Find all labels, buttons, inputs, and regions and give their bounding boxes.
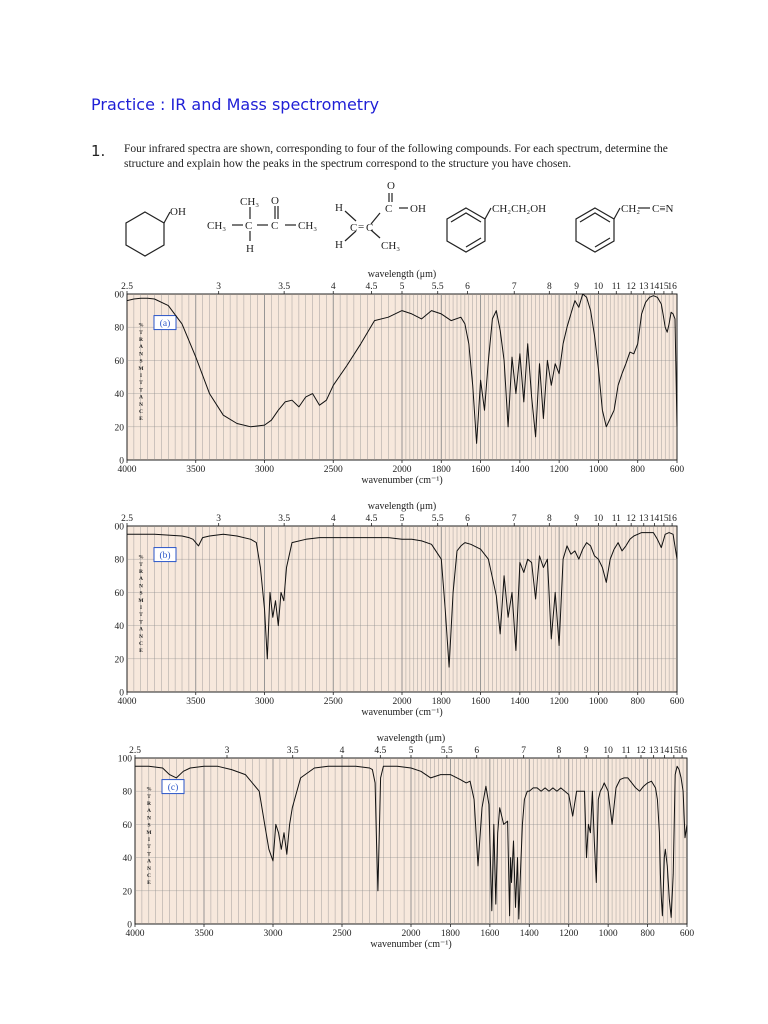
x-tick-label: 800 xyxy=(630,465,645,475)
x-tick-label: 1600 xyxy=(471,697,491,707)
y-axis-title-char: I xyxy=(139,373,143,379)
x-tick-label: 2000 xyxy=(401,929,421,939)
top-tick-label: 8 xyxy=(546,282,552,292)
top-tick-label: 13 xyxy=(639,282,649,292)
top-tick-label: 14 xyxy=(659,746,670,756)
x-tick-label: 3000 xyxy=(255,697,274,707)
y-axis-title-char: N xyxy=(139,583,143,590)
top-tick-label: 14 xyxy=(649,282,660,292)
c3-c-b: C xyxy=(366,222,374,234)
top-tick-label: 4.5 xyxy=(374,746,387,756)
gridlines xyxy=(127,526,677,692)
top-tick-label: 10 xyxy=(593,514,604,524)
y-axis-title-char: A xyxy=(139,394,143,401)
c3-ch3: CH₃ xyxy=(381,240,401,252)
x-tick-label: 2000 xyxy=(392,697,412,707)
top-tick-label: 9 xyxy=(574,514,579,524)
c3-h-bottom: H xyxy=(335,239,343,251)
top-tick-label: 14 xyxy=(649,514,660,524)
top-tick-label: 6 xyxy=(474,746,480,756)
top-tick-label: 3 xyxy=(216,514,222,524)
y-axis-title-char: N xyxy=(139,351,143,358)
x-axis-title: wavenumber (cm⁻¹) xyxy=(370,939,452,950)
x-tick-label: 1800 xyxy=(431,465,451,475)
c3-oh: OH xyxy=(410,203,426,215)
top-tick-label: 10 xyxy=(593,282,604,292)
top-tick-label: 7 xyxy=(511,282,517,292)
x-tick-label: 2000 xyxy=(392,465,412,475)
y-axis-title-char: T xyxy=(139,329,143,336)
y-axis-title-char: I xyxy=(147,837,151,843)
y-axis-title-char: M xyxy=(138,365,144,372)
y-axis-title-char: S xyxy=(139,358,143,365)
x-tick-label: 3500 xyxy=(194,929,214,939)
x-tick-label: 2500 xyxy=(323,697,343,707)
top-axis-title: wavelength (μm) xyxy=(367,269,437,280)
top-tick-label: 4 xyxy=(330,514,336,524)
y-tick-label: 20 xyxy=(114,655,124,666)
top-axis-title: wavelength (μm) xyxy=(367,501,437,512)
x-tick-label: 1600 xyxy=(480,929,500,939)
top-tick-label: 2.5 xyxy=(121,282,133,292)
y-tick-label: 80 xyxy=(122,787,132,798)
x-tick-label: 1000 xyxy=(588,697,608,707)
c2-h: H xyxy=(246,243,254,255)
c2-ch3-right: CH₃ xyxy=(298,220,318,232)
x-tick-label: 1400 xyxy=(519,929,539,939)
top-tick-label: 13 xyxy=(648,746,659,756)
top-tick-label: 11 xyxy=(611,282,621,292)
y-axis-title-char: S xyxy=(147,822,151,829)
x-tick-label: 3000 xyxy=(255,465,274,475)
y-tick-label: 40 xyxy=(114,390,124,401)
c1-oh: OH xyxy=(170,206,186,218)
y-axis-title-char: E xyxy=(147,880,151,887)
y-axis-title-char: A xyxy=(139,344,143,351)
y-tick-label: 40 xyxy=(114,622,124,633)
top-tick-label: 3 xyxy=(224,746,230,756)
top-tick-label: 2.5 xyxy=(129,746,141,756)
panel-label: (c) xyxy=(167,783,179,794)
question-text: Four infrared spectra are shown, corresponding to four of the following compounds. For each spectrum, determine the structure and explain how the peaks in the spectrum correspond to the structure you have chosen. xyxy=(124,143,668,170)
spectrum-c-chart xyxy=(117,728,700,958)
panel-label: (b) xyxy=(159,551,171,562)
x-tick-label: 1800 xyxy=(431,697,451,707)
y-axis-title-char: A xyxy=(147,858,151,865)
y-axis-title-char: R xyxy=(147,801,151,807)
y-axis-title-char: N xyxy=(139,633,143,640)
spectrum-b-chart xyxy=(114,498,685,723)
top-tick-label: 10 xyxy=(603,746,613,756)
top-tick-label: 8 xyxy=(546,514,552,524)
top-tick-label: 3.5 xyxy=(286,746,299,756)
y-tick-label: 60 xyxy=(122,820,132,831)
y-tick-label: 20 xyxy=(122,887,132,898)
c3-double-bond: = xyxy=(358,221,365,233)
y-axis-title-char: % xyxy=(138,554,144,561)
y-tick-label: 40 xyxy=(122,854,132,865)
y-axis-title-char: S xyxy=(139,590,143,597)
top-tick-label: 13 xyxy=(639,514,649,524)
x-tick-label: 1400 xyxy=(510,697,530,707)
benzene-ring-1 xyxy=(447,208,485,252)
c3-c-a: C xyxy=(350,222,358,234)
y-axis-title-char: I xyxy=(139,605,143,611)
y-tick-label: 0 xyxy=(119,456,124,467)
top-tick-label: 5 xyxy=(399,282,405,292)
y-axis-title-char: R xyxy=(139,569,143,575)
y-axis-title-char: T xyxy=(147,793,151,800)
c5-ch2: CH₂ xyxy=(621,203,641,215)
y-axis-title-char: C xyxy=(139,409,143,415)
y-axis-title-char: T xyxy=(139,619,143,626)
compound-structures xyxy=(0,175,768,265)
x-tick-label: 1400 xyxy=(510,465,530,475)
y-tick-label: 60 xyxy=(114,356,124,367)
top-tick-label: 5 xyxy=(399,514,405,524)
y-axis-title-char: % xyxy=(146,786,152,793)
y-tick-label: 0 xyxy=(127,920,132,931)
x-tick-label: 1800 xyxy=(440,929,460,939)
spectrum-a-chart xyxy=(114,266,685,491)
top-tick-label: 6 xyxy=(465,514,470,524)
c4-substituent: CH₂CH₂OH xyxy=(492,203,547,215)
top-tick-label: 4 xyxy=(339,746,345,756)
x-tick-label: 600 xyxy=(669,697,685,707)
c3-h-top: H xyxy=(335,202,343,214)
top-tick-label: 5 xyxy=(408,746,414,756)
y-axis-title-char: T xyxy=(139,561,143,568)
x-tick-label: 1600 xyxy=(471,465,491,475)
top-tick-label: 8 xyxy=(556,746,562,756)
y-axis-title-char: M xyxy=(146,829,152,836)
top-tick-label: 4.5 xyxy=(365,514,378,524)
x-tick-label: 3500 xyxy=(186,697,206,707)
x-tick-label: 3500 xyxy=(186,465,206,475)
top-tick-label: 3 xyxy=(216,282,222,292)
x-tick-label: 1200 xyxy=(549,697,569,707)
top-tick-label: 2.5 xyxy=(121,514,133,524)
y-axis-title-char: C xyxy=(139,641,143,647)
top-axis-title: wavelength (μm) xyxy=(376,733,446,744)
top-tick-label: 16 xyxy=(677,746,687,756)
y-tick-label: 00 xyxy=(114,522,124,533)
top-tick-label: 15 xyxy=(659,282,669,292)
x-tick-label: 1200 xyxy=(559,929,579,939)
top-tick-label: 9 xyxy=(574,282,579,292)
top-tick-label: 7 xyxy=(511,514,517,524)
x-tick-label: 2500 xyxy=(323,465,343,475)
y-axis-title-char: N xyxy=(147,865,151,872)
panel-label: (a) xyxy=(159,319,171,330)
x-tick-label: 1000 xyxy=(598,929,618,939)
top-tick-label: 6 xyxy=(465,282,470,292)
top-tick-label: 15 xyxy=(659,514,669,524)
y-axis-title-char: T xyxy=(147,851,151,858)
top-tick-label: 12 xyxy=(626,514,636,524)
y-axis-title-char: M xyxy=(138,597,144,604)
x-tick-label: 1200 xyxy=(549,465,569,475)
y-axis-title-char: % xyxy=(138,322,144,329)
cyclohexane-ring xyxy=(126,212,164,256)
y-axis-title-char: R xyxy=(139,337,143,343)
y-axis-title-char: A xyxy=(139,576,143,583)
top-tick-label: 3.5 xyxy=(278,282,291,292)
x-tick-label: 600 xyxy=(679,929,695,939)
x-tick-label: 600 xyxy=(669,465,685,475)
c2-c1: C xyxy=(245,220,253,232)
y-axis-title-char: T xyxy=(139,612,143,619)
top-tick-label: 4.5 xyxy=(365,282,378,292)
page-title: Practice : IR and Mass spectrometry xyxy=(91,95,380,114)
x-axis-title: wavenumber (cm⁻¹) xyxy=(361,707,443,718)
top-tick-label: 5.5 xyxy=(431,282,444,292)
top-tick-label: 7 xyxy=(521,746,527,756)
x-axis-title: wavenumber (cm⁻¹) xyxy=(361,475,443,486)
y-axis-title-char: A xyxy=(139,626,143,633)
y-axis-title-char: E xyxy=(139,648,143,655)
top-tick-label: 15 xyxy=(669,746,679,756)
y-axis-title-char: N xyxy=(147,815,151,822)
y-tick-label: 20 xyxy=(114,423,124,434)
x-tick-label: 800 xyxy=(630,697,645,707)
c5-nitrile: C≡N xyxy=(652,203,674,215)
top-tick-label: 3.5 xyxy=(278,514,291,524)
top-tick-label: 11 xyxy=(611,514,621,524)
y-tick-label: 00 xyxy=(114,290,124,301)
x-tick-label: 2500 xyxy=(332,929,352,939)
x-tick-label: 1000 xyxy=(588,465,608,475)
top-tick-label: 5.5 xyxy=(440,746,453,756)
y-tick-label: 80 xyxy=(114,555,124,566)
y-axis-title-char: T xyxy=(139,380,143,387)
y-tick-label: 60 xyxy=(114,588,124,599)
top-tick-label: 12 xyxy=(626,282,636,292)
top-tick-label: 12 xyxy=(636,746,646,756)
c2-ch3-top: CH₃ xyxy=(240,196,260,208)
gridlines xyxy=(127,294,677,460)
c3-c-acid: C xyxy=(385,203,393,215)
y-axis-title-char: E xyxy=(139,416,143,423)
benzene-ring-2 xyxy=(576,208,614,252)
top-tick-label: 4 xyxy=(330,282,336,292)
c2-c2: C xyxy=(271,220,279,232)
x-tick-label: 4000 xyxy=(125,929,145,939)
y-tick-label: 0 xyxy=(119,688,124,699)
top-tick-label: 16 xyxy=(667,514,677,524)
question-number: 1. xyxy=(91,142,106,160)
x-tick-label: 800 xyxy=(640,929,655,939)
y-axis-title-char: T xyxy=(147,844,151,851)
c2-ch3-left: CH₃ xyxy=(207,220,227,232)
c3-o: O xyxy=(387,180,395,192)
y-axis-title-char: T xyxy=(139,387,143,394)
x-tick-label: 4000 xyxy=(117,465,137,475)
top-tick-label: 5.5 xyxy=(431,514,444,524)
y-axis-title-char: A xyxy=(147,808,151,815)
top-tick-label: 9 xyxy=(583,746,589,756)
y-tick-label: 100 xyxy=(117,754,132,765)
top-tick-label: 16 xyxy=(667,282,677,292)
x-tick-label: 4000 xyxy=(117,697,137,707)
y-axis-title-char: N xyxy=(139,401,143,408)
y-axis-title-char: C xyxy=(147,873,151,879)
y-tick-label: 80 xyxy=(114,323,124,334)
top-tick-label: 11 xyxy=(621,746,631,756)
c2-o: O xyxy=(271,195,279,207)
x-tick-label: 3000 xyxy=(263,929,283,939)
